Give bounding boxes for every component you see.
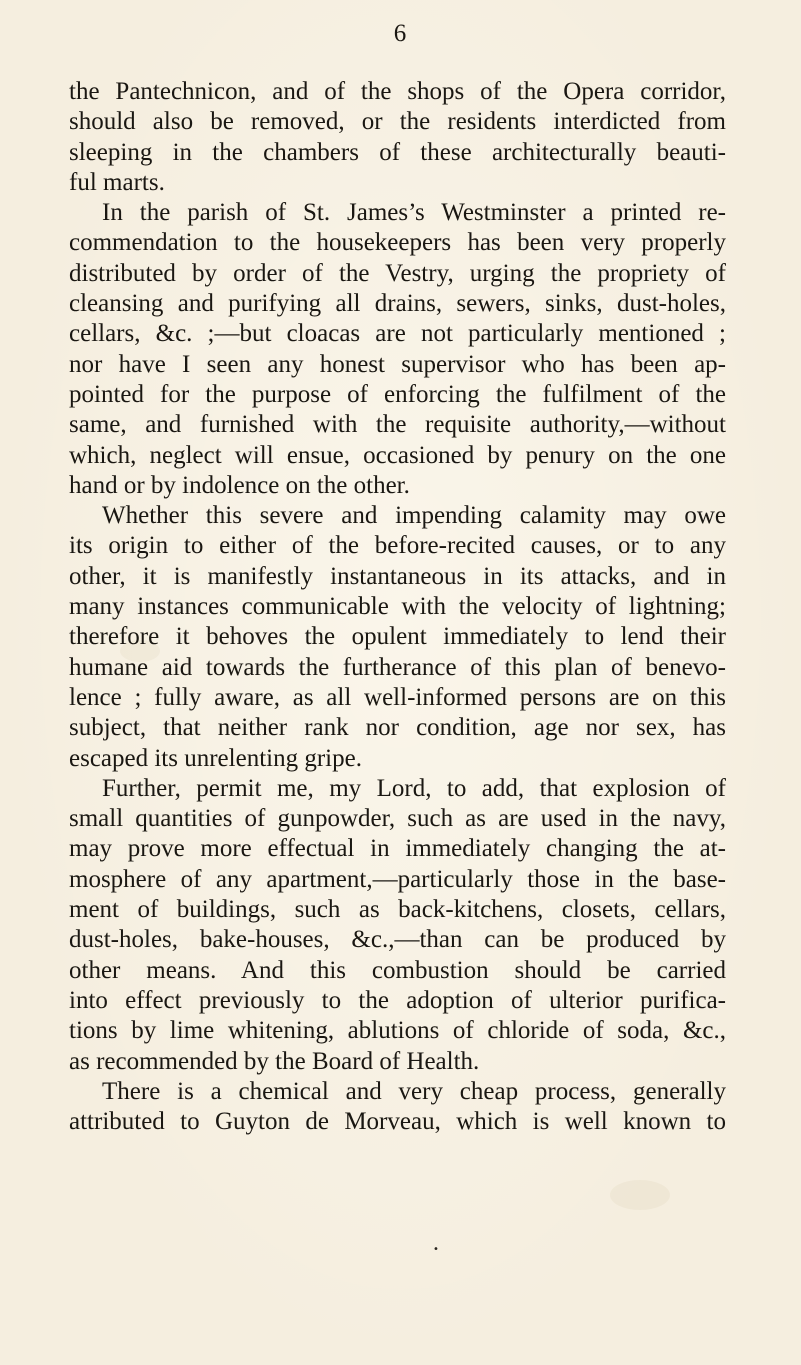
text-line: cellars, &c. ;—but cloacas are not particularly mentioned ;: [69, 320, 726, 348]
text-line: which, neglect will ensue, occasioned by penury on the one: [69, 441, 726, 469]
text-line: In the parish of St. James’s Westminster a printed re-: [102, 199, 726, 227]
text-line: Whether this severe and impending calamity may owe: [102, 502, 726, 530]
text-line: lence ; fully aware, as all well-informed persons are on this: [69, 683, 726, 711]
text-line: may prove more effectual in immediately changing the at-: [69, 835, 726, 863]
text-line: as recommended by the Board of Health.: [69, 1047, 480, 1075]
text-line: other, it is manifestly instantaneous in its attacks, and in: [69, 562, 726, 590]
text-line: therefore it behoves the opulent immediately to lend their: [69, 623, 726, 651]
text-line: many instances communicable with the velocity of lightning;: [69, 593, 726, 621]
text-line: small quantities of gunpowder, such as are used in the navy,: [69, 805, 726, 833]
paper-stain: [610, 1180, 670, 1210]
text-line: sleeping in the chambers of these architecturally beauti-: [69, 138, 726, 166]
text-line: pointed for the purpose of enforcing the fulfilment of the: [69, 380, 726, 408]
text-line: ment of buildings, such as back-kitchens, closets, cellars,: [69, 896, 726, 924]
text-line: hand or by indolence on the other.: [69, 471, 410, 499]
footer-mark: •: [433, 1244, 439, 1255]
text-line: its origin to either of the before-recited causes, or to any: [69, 532, 726, 560]
text-line: the Pantechnicon, and of the shops of the Opera corridor,: [69, 78, 726, 105]
text-line: nor have I seen any honest supervisor who has been ap-: [69, 350, 726, 378]
text-line: Further, permit me, my Lord, to add, that explosion of: [102, 774, 726, 802]
text-line: commendation to the housekeepers has been very properly: [69, 229, 726, 257]
text-line: mosphere of any apartment,—particularly those in the base-: [69, 865, 726, 893]
body-text: [69, 77, 726, 1137]
text-line: into effect previously to the adoption of ulterior purifica-: [69, 986, 726, 1014]
text-line: escaped its unrelenting gripe.: [69, 744, 362, 772]
text-line: subject, that neither rank nor condition, age nor sex, has: [69, 714, 726, 742]
text-line: dust-holes, bake-houses, &c.,—than can be produced by: [69, 926, 726, 954]
text-line: ful marts.: [69, 168, 165, 196]
text-line: humane aid towards the furtherance of this plan of benevo-: [69, 653, 726, 681]
text-line: attributed to Guyton de Morveau, which is well known to: [69, 1108, 726, 1136]
page-number: 6: [393, 20, 408, 47]
text-line: distributed by order of the Vestry, urging the propriety of: [69, 259, 726, 287]
text-line: same, and furnished with the requisite authority,—without: [69, 411, 726, 439]
text-line: cleansing and purifying all drains, sewers, sinks, dust-holes,: [69, 290, 726, 318]
text-line: other means. And this combustion should be carried: [69, 956, 726, 984]
text-line: There is a chemical and very cheap process, generally: [102, 1077, 726, 1105]
text-line: should also be removed, or the residents interdicted from: [69, 108, 726, 136]
text-line: tions by lime whitening, ablutions of chloride of soda, &c.,: [69, 1017, 726, 1045]
